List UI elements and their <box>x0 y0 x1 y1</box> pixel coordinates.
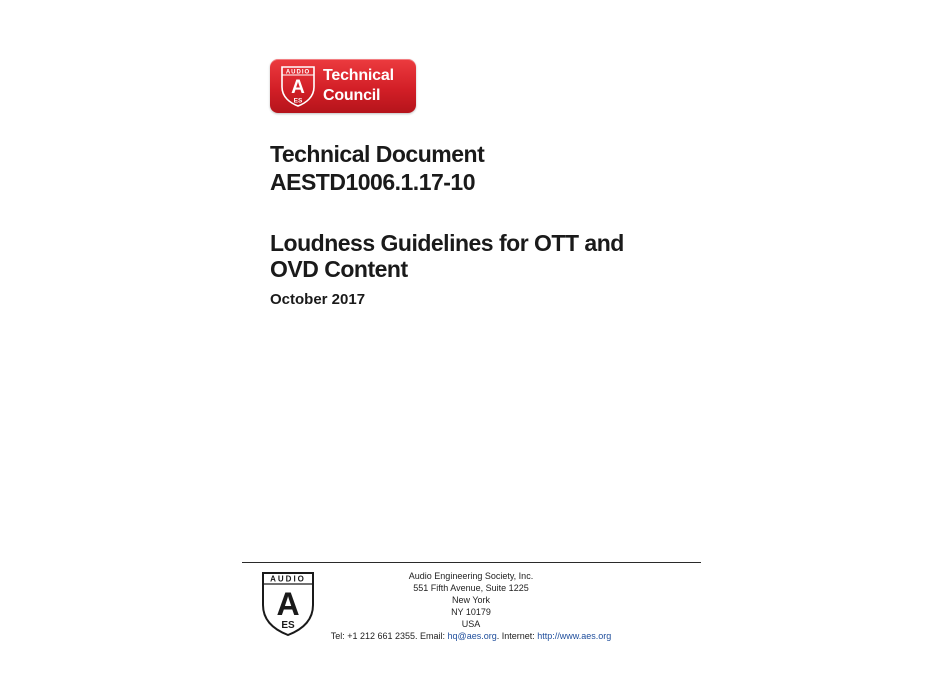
shield-top-text: AUDIO <box>285 69 311 76</box>
aes-shield-logo <box>280 65 316 107</box>
address-city: New York <box>451 595 491 605</box>
logo-bottom-text: ES <box>281 620 295 631</box>
address-country: USA <box>461 619 481 629</box>
logo-mid-text: A <box>276 586 300 622</box>
tel-text: Tel: +1 212 661 2355. Email: <box>330 631 448 641</box>
footer-address <box>316 570 626 642</box>
document-title <box>270 230 624 282</box>
badge-line-1: Technical <box>323 67 394 84</box>
contact-line <box>316 630 626 642</box>
logo-top-text: AUDIO <box>270 574 306 584</box>
internet-label: . Internet: <box>496 631 538 641</box>
website-link[interactable]: http://www.aes.org <box>537 631 612 641</box>
shield-mid-text: A <box>291 77 305 98</box>
badge-line-2: Council <box>323 87 381 104</box>
shield-bottom-text: ES <box>293 97 303 105</box>
title-line-2: OVD Content <box>270 256 408 282</box>
document-heading <box>270 140 484 196</box>
email-link[interactable]: hq@aes.org <box>447 631 497 641</box>
aes-footer-logo <box>261 571 315 637</box>
address-state-zip: NY 10179 <box>451 607 491 617</box>
title-line-1: Loudness Guidelines for OTT and <box>270 230 624 256</box>
technical-council-badge <box>270 59 416 113</box>
document-type-label: Technical Document <box>270 141 485 167</box>
address-org: Audio Engineering Society, Inc. <box>408 571 534 581</box>
document-number: AESTD1006.1.17-10 <box>270 169 476 195</box>
document-date: October 2017 <box>270 291 366 308</box>
footer-divider <box>242 562 701 563</box>
address-street: 551 Fifth Avenue, Suite 1225 <box>413 583 529 593</box>
